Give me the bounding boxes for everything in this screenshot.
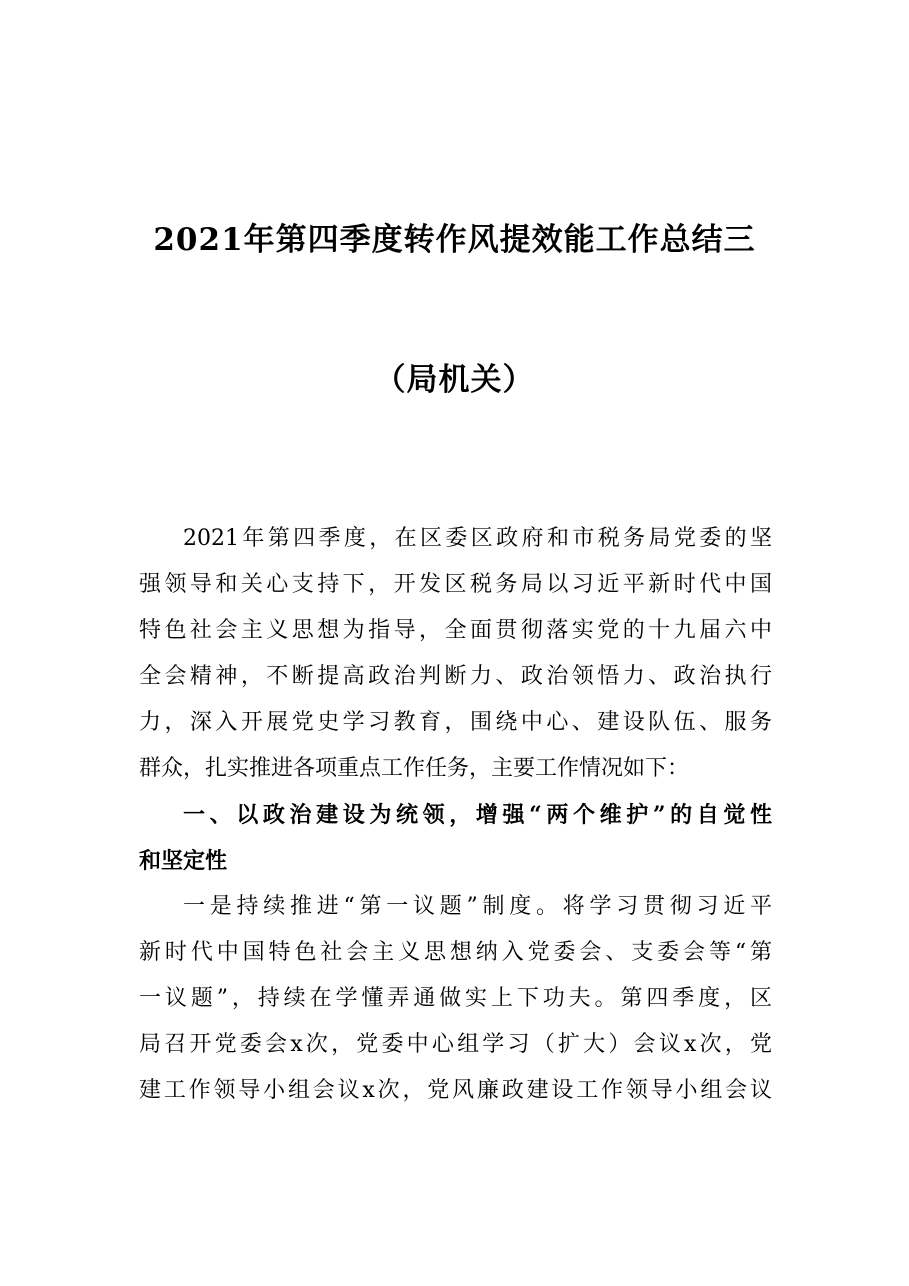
document-title: 2021年第四季度转作风提效能工作总结三 [153,222,756,258]
paragraph-line: 群众，扎实推进各项重点工作任务，主要工作情况如下： [139,756,690,781]
paragraph-line: 新时代中国特色社会主义思想纳入党委会、支委会等“第 [139,940,772,965]
document-subtitle: （局机关） [374,362,535,398]
paragraph-line: 建工作领导小组会议x次，党风廉政建设工作领导小组会议 [139,1078,772,1103]
section-heading-line: 一、以政治建设为统领，增强“两个维护”的自觉性 [183,802,772,828]
document-body [139,516,772,1114]
paragraph-line: 局召开党委会x次，党委中心组学习（扩大）会议x次，党 [139,1032,772,1057]
paragraph-line: 2021年第四季度，在区委区政府和市税务局党委的坚 [183,526,772,551]
paragraph-line: 力，深入开展党史学习教育，围绕中心、建设队伍、服务 [139,710,772,735]
section-heading-line: 和坚定性 [139,848,228,874]
paragraph-line: 特色社会主义思想为指导，全面贯彻落实党的十九届六中 [139,618,772,643]
paragraph-line: 一议题”，持续在学懂弄通做实上下功夫。第四季度，区 [139,986,772,1011]
paragraph-line: 全会精神，不断提高政治判断力、政治领悟力、政治执行 [139,664,772,689]
paragraph-line: 强领导和关心支持下，开发区税务局以习近平新时代中国 [139,572,772,597]
paragraph-line: 一是持续推进“第一议题”制度。将学习贯彻习近平 [183,894,772,919]
